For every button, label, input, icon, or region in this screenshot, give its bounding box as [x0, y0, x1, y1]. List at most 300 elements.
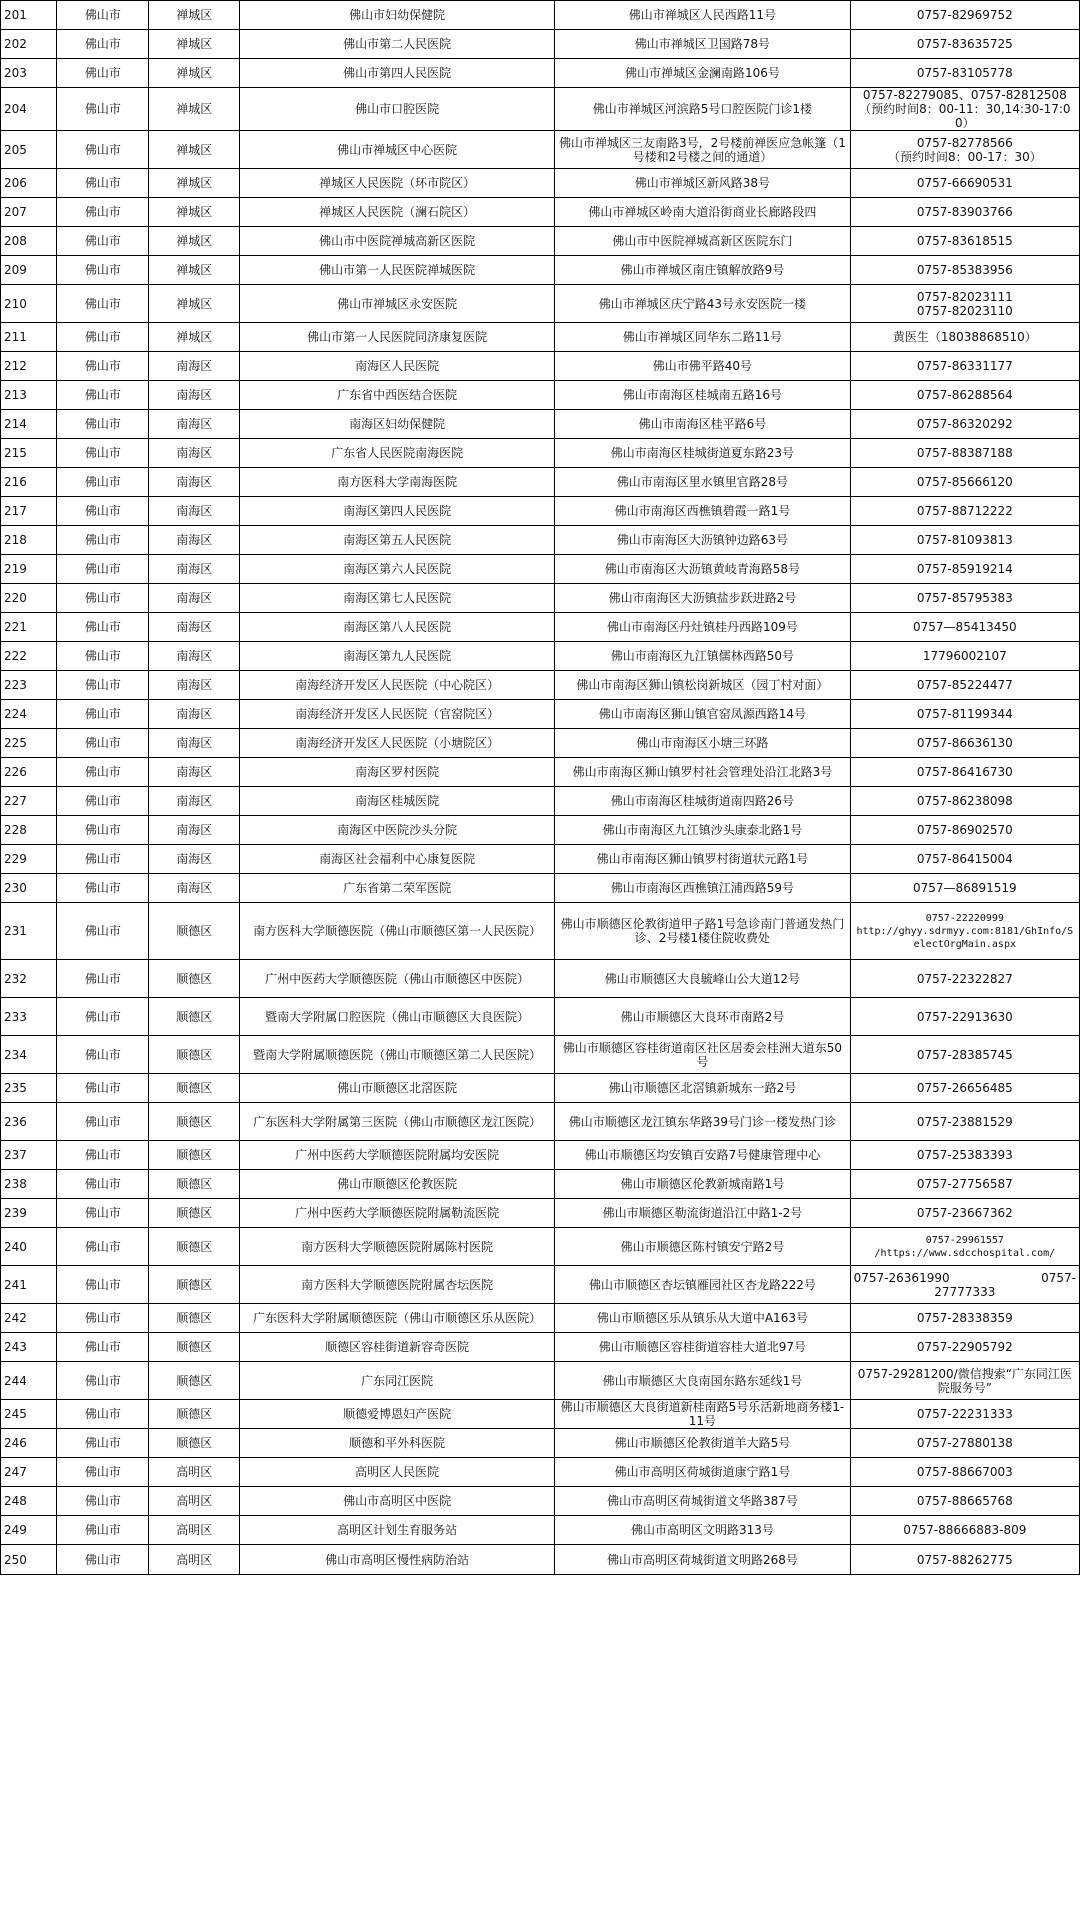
- cell-district: 南海区: [149, 555, 240, 584]
- cell-address: 佛山市禅城区河滨路5号口腔医院门诊1楼: [555, 88, 850, 131]
- cell-address: 佛山市顺德区大良毓峰山公大道12号: [555, 960, 850, 998]
- cell-no: 242: [1, 1304, 57, 1333]
- cell-city: 佛山市: [57, 468, 149, 497]
- cell-no: 210: [1, 285, 57, 323]
- cell-phone: 0757-86288564: [850, 381, 1079, 410]
- cell-name: 南方医科大学南海医院: [240, 468, 555, 497]
- cell-city: 佛山市: [57, 131, 149, 169]
- cell-no: 244: [1, 1362, 57, 1400]
- cell-name: 南海经济开发区人民医院（官窑院区）: [240, 700, 555, 729]
- table-row: [1, 874, 1080, 903]
- cell-name: 高明区人民医院: [240, 1458, 555, 1487]
- cell-city: 佛山市: [57, 758, 149, 787]
- table-row: [1, 352, 1080, 381]
- table-row: [1, 555, 1080, 584]
- cell-name: 禅城区人民医院（澜石院区）: [240, 198, 555, 227]
- cell-district: 顺德区: [149, 1362, 240, 1400]
- cell-district: 禅城区: [149, 227, 240, 256]
- cell-city: 佛山市: [57, 1333, 149, 1362]
- table-row: [1, 1545, 1080, 1575]
- cell-city: 佛山市: [57, 1074, 149, 1103]
- cell-no: 227: [1, 787, 57, 816]
- cell-district: 南海区: [149, 468, 240, 497]
- cell-district: 顺德区: [149, 960, 240, 998]
- cell-name: 南方医科大学顺德医院附属陈村医院: [240, 1228, 555, 1266]
- cell-city: 佛山市: [57, 1458, 149, 1487]
- table-row: [1, 198, 1080, 227]
- cell-city: 佛山市: [57, 1362, 149, 1400]
- cell-name: 佛山市妇幼保健院: [240, 1, 555, 30]
- cell-no: 213: [1, 381, 57, 410]
- cell-name: 南海经济开发区人民医院（小塘院区）: [240, 729, 555, 758]
- cell-no: 217: [1, 497, 57, 526]
- cell-phone: 0757-81199344: [850, 700, 1079, 729]
- cell-name: 暨南大学附属口腔医院（佛山市顺德区大良医院）: [240, 998, 555, 1036]
- cell-address: 佛山市南海区桂城街道夏东路23号: [555, 439, 850, 468]
- cell-district: 南海区: [149, 700, 240, 729]
- cell-no: 215: [1, 439, 57, 468]
- cell-name: 佛山市第一人民医院同济康复医院: [240, 323, 555, 352]
- phone-line: 0757-82778566: [916, 135, 1013, 150]
- cell-name: 佛山市中医院禅城高新区医院: [240, 227, 555, 256]
- cell-phone: 0757-85383956: [850, 256, 1079, 285]
- cell-name: 佛山市高明区慢性病防治站: [240, 1545, 555, 1575]
- table-row: [1, 613, 1080, 642]
- cell-district: 顺德区: [149, 903, 240, 960]
- table-row: [1, 227, 1080, 256]
- cell-phone: 0757—86891519: [850, 874, 1079, 903]
- cell-name: 南海区妇幼保健院: [240, 410, 555, 439]
- cell-city: 佛山市: [57, 1487, 149, 1516]
- cell-no: 243: [1, 1333, 57, 1362]
- cell-district: 南海区: [149, 613, 240, 642]
- cell-city: 佛山市: [57, 874, 149, 903]
- cell-city: 佛山市: [57, 1036, 149, 1074]
- cell-name: 佛山市第四人民医院: [240, 59, 555, 88]
- cell-phone: 0757-88262775: [850, 1545, 1079, 1575]
- cell-phone: 0757-88667003: [850, 1458, 1079, 1487]
- table-row: [1, 30, 1080, 59]
- cell-city: 佛山市: [57, 169, 149, 198]
- cell-district: 禅城区: [149, 285, 240, 323]
- cell-district: 禅城区: [149, 256, 240, 285]
- cell-district: 南海区: [149, 497, 240, 526]
- cell-no: 249: [1, 1516, 57, 1545]
- table-row: [1, 642, 1080, 671]
- table-row: [1, 1266, 1080, 1304]
- cell-district: 南海区: [149, 352, 240, 381]
- cell-district: 顺德区: [149, 1103, 240, 1141]
- cell-no: 222: [1, 642, 57, 671]
- cell-city: 佛山市: [57, 1304, 149, 1333]
- cell-no: 241: [1, 1266, 57, 1304]
- cell-name: 暨南大学附属顺德医院（佛山市顺德区第二人民医院）: [240, 1036, 555, 1074]
- cell-district: 禅城区: [149, 131, 240, 169]
- cell-name: 佛山市禅城区中心医院: [240, 131, 555, 169]
- cell-district: 禅城区: [149, 1, 240, 30]
- cell-no: 201: [1, 1, 57, 30]
- cell-name: 高明区计划生育服务站: [240, 1516, 555, 1545]
- cell-phone: 0757-85919214: [850, 555, 1079, 584]
- cell-district: 顺德区: [149, 1429, 240, 1458]
- cell-no: 224: [1, 700, 57, 729]
- cell-district: 高明区: [149, 1516, 240, 1545]
- cell-no: 239: [1, 1199, 57, 1228]
- cell-address: 佛山市南海区桂城南五路16号: [555, 381, 850, 410]
- table-row: [1, 960, 1080, 998]
- cell-no: 205: [1, 131, 57, 169]
- table-row: [1, 1400, 1080, 1429]
- table-row: [1, 729, 1080, 758]
- cell-city: 佛山市: [57, 59, 149, 88]
- cell-phone: 0757-28338359: [850, 1304, 1079, 1333]
- cell-phone: [850, 131, 1079, 169]
- cell-district: 顺德区: [149, 1333, 240, 1362]
- cell-address: 佛山市顺德区乐从镇乐从大道中A163号: [555, 1304, 850, 1333]
- cell-district: 南海区: [149, 729, 240, 758]
- cell-phone: 0757-86636130: [850, 729, 1079, 758]
- cell-city: 佛山市: [57, 526, 149, 555]
- cell-name: 南海区桂城医院: [240, 787, 555, 816]
- phone-line: 0757-82023111: [916, 289, 1013, 304]
- cell-address: 佛山市中医院禅城高新区医院东门: [555, 227, 850, 256]
- cell-district: 南海区: [149, 642, 240, 671]
- cell-address: 佛山市顺德区陈村镇安宁路2号: [555, 1228, 850, 1266]
- cell-district: 南海区: [149, 816, 240, 845]
- cell-district: 高明区: [149, 1545, 240, 1575]
- cell-address: 佛山市禅城区卫国路78号: [555, 30, 850, 59]
- cell-phone: [850, 285, 1079, 323]
- cell-city: 佛山市: [57, 1429, 149, 1458]
- cell-no: 226: [1, 758, 57, 787]
- cell-no: 248: [1, 1487, 57, 1516]
- cell-phone: 0757—85413450: [850, 613, 1079, 642]
- cell-no: 233: [1, 998, 57, 1036]
- cell-district: 南海区: [149, 526, 240, 555]
- cell-no: 206: [1, 169, 57, 198]
- cell-no: 229: [1, 845, 57, 874]
- cell-phone: 0757-83105778: [850, 59, 1079, 88]
- table-row: [1, 256, 1080, 285]
- cell-city: 佛山市: [57, 497, 149, 526]
- cell-no: 231: [1, 903, 57, 960]
- cell-district: 禅城区: [149, 198, 240, 227]
- cell-city: 佛山市: [57, 227, 149, 256]
- cell-address: 佛山市南海区狮山镇罗村社会管理处沿江北路3号: [555, 758, 850, 787]
- cell-city: 佛山市: [57, 439, 149, 468]
- cell-no: 240: [1, 1228, 57, 1266]
- cell-address: 佛山市南海区大沥镇钟边路63号: [555, 526, 850, 555]
- cell-address: 佛山市禅城区三友南路3号，2号楼前禅医应急帐篷（1号楼和2号楼之间的通道）: [555, 131, 850, 169]
- cell-no: 232: [1, 960, 57, 998]
- cell-phone: 0757-86415004: [850, 845, 1079, 874]
- cell-name: 佛山市禅城区永安医院: [240, 285, 555, 323]
- cell-address: 佛山市顺德区大良南国东路东延线1号: [555, 1362, 850, 1400]
- cell-phone: 0757-86320292: [850, 410, 1079, 439]
- cell-address: 佛山市南海区桂平路6号: [555, 410, 850, 439]
- cell-name: 广东省人民医院南海医院: [240, 439, 555, 468]
- cell-city: 佛山市: [57, 1103, 149, 1141]
- cell-district: 南海区: [149, 787, 240, 816]
- cell-no: 235: [1, 1074, 57, 1103]
- table-row: [1, 381, 1080, 410]
- table-row: [1, 1304, 1080, 1333]
- phone-line: 0757-82023110: [916, 303, 1013, 318]
- cell-address: 佛山市顺德区大良街道新桂南路5号乐活新地商务楼1-11号: [555, 1400, 850, 1429]
- cell-no: 219: [1, 555, 57, 584]
- table-row: [1, 1362, 1080, 1400]
- cell-name: 南海区人民医院: [240, 352, 555, 381]
- cell-phone: 0757-29281200/微信搜索“广东同江医院服务号”: [850, 1362, 1079, 1400]
- cell-city: 佛山市: [57, 1, 149, 30]
- cell-phone: 0757-26656485: [850, 1074, 1079, 1103]
- cell-city: 佛山市: [57, 323, 149, 352]
- cell-no: 218: [1, 526, 57, 555]
- cell-city: 佛山市: [57, 381, 149, 410]
- cell-address: 佛山市南海区西樵镇江浦西路59号: [555, 874, 850, 903]
- phone-part: 0757-: [1041, 1270, 1076, 1285]
- cell-city: 佛山市: [57, 555, 149, 584]
- cell-name: 广东同江医院: [240, 1362, 555, 1400]
- table-row: [1, 1141, 1080, 1170]
- cell-phone: 0757-88712222: [850, 497, 1079, 526]
- table-row: [1, 526, 1080, 555]
- cell-phone: 0757-82279085、0757-82812508（预约时间8：00-11：30,14:30-17:00）: [850, 88, 1079, 131]
- cell-name: 广东医科大学附属顺德医院（佛山市顺德区乐从医院）: [240, 1304, 555, 1333]
- cell-address: 佛山市顺德区勒流街道沿江中路1-2号: [555, 1199, 850, 1228]
- cell-address: 佛山市顺德区伦教街道甲子路1号急诊南门普通发热门诊、2号楼1楼住院收费处: [555, 903, 850, 960]
- table-row: [1, 59, 1080, 88]
- cell-district: 高明区: [149, 1487, 240, 1516]
- cell-phone: 0757-22905792: [850, 1333, 1079, 1362]
- phone-part: 0757-26361990: [853, 1270, 950, 1285]
- cell-name: 南海经济开发区人民医院（中心院区）: [240, 671, 555, 700]
- table-row: [1, 1074, 1080, 1103]
- cell-name: 广州中医药大学顺德医院附属勒流医院: [240, 1199, 555, 1228]
- cell-name: 南海区第八人民医院: [240, 613, 555, 642]
- cell-address: 佛山市禅城区同华东二路11号: [555, 323, 850, 352]
- cell-phone: 0757-86238098: [850, 787, 1079, 816]
- cell-district: 南海区: [149, 584, 240, 613]
- cell-city: 佛山市: [57, 88, 149, 131]
- cell-address: 佛山市南海区九江镇沙头康泰北路1号: [555, 816, 850, 845]
- cell-no: 247: [1, 1458, 57, 1487]
- table-row: [1, 323, 1080, 352]
- cell-name: 佛山市顺德区伦教医院: [240, 1170, 555, 1199]
- cell-address: 佛山市南海区桂城街道南四路26号: [555, 787, 850, 816]
- cell-address: 佛山市顺德区北滘镇新城东一路2号: [555, 1074, 850, 1103]
- cell-phone: 0757-82969752: [850, 1, 1079, 30]
- cell-name: 南海区第七人民医院: [240, 584, 555, 613]
- cell-no: 212: [1, 352, 57, 381]
- cell-name: 广州中医药大学顺德医院（佛山市顺德区中医院）: [240, 960, 555, 998]
- cell-district: 南海区: [149, 874, 240, 903]
- cell-district: 顺德区: [149, 998, 240, 1036]
- cell-name: 佛山市第一人民医院禅城医院: [240, 256, 555, 285]
- cell-city: 佛山市: [57, 729, 149, 758]
- cell-address: 佛山市南海区小塘三环路: [555, 729, 850, 758]
- cell-address: 佛山市禅城区南庄镇解放路9号: [555, 256, 850, 285]
- cell-phone: [850, 1228, 1079, 1266]
- cell-name: 广东医科大学附属第三医院（佛山市顺德区龙江医院）: [240, 1103, 555, 1141]
- cell-no: 225: [1, 729, 57, 758]
- table-row: [1, 410, 1080, 439]
- cell-name: 顺德爱博恩妇产医院: [240, 1400, 555, 1429]
- table-row: [1, 131, 1080, 169]
- cell-district: 顺德区: [149, 1400, 240, 1429]
- cell-phone: 0757-22913630: [850, 998, 1079, 1036]
- table-row: [1, 1333, 1080, 1362]
- cell-phone: 0757-22322827: [850, 960, 1079, 998]
- cell-phone: 0757-23667362: [850, 1199, 1079, 1228]
- table-row: [1, 845, 1080, 874]
- table-row: [1, 1170, 1080, 1199]
- phone-line: （预约时间8：00-17：30）: [887, 149, 1042, 164]
- cell-address: 佛山市高明区荷城街道文华路387号: [555, 1487, 850, 1516]
- cell-no: 234: [1, 1036, 57, 1074]
- cell-name: 南海区第九人民医院: [240, 642, 555, 671]
- cell-phone: 17796002107: [850, 642, 1079, 671]
- cell-city: 佛山市: [57, 1228, 149, 1266]
- table-row: [1, 1199, 1080, 1228]
- cell-address: 佛山市顺德区伦教街道羊大路5号: [555, 1429, 850, 1458]
- cell-phone: 0757-66690531: [850, 169, 1079, 198]
- table-row: [1, 468, 1080, 497]
- cell-address: 佛山市禅城区新风路38号: [555, 169, 850, 198]
- cell-city: 佛山市: [57, 642, 149, 671]
- cell-phone: 0757-27756587: [850, 1170, 1079, 1199]
- cell-name: 广州中医药大学顺德医院附属均安医院: [240, 1141, 555, 1170]
- cell-city: 佛山市: [57, 998, 149, 1036]
- cell-address: 佛山市禅城区岭南大道沿街商业长廊路段四: [555, 198, 850, 227]
- cell-phone: 0757-86416730: [850, 758, 1079, 787]
- cell-phone: [850, 1266, 1079, 1304]
- cell-district: 顺德区: [149, 1141, 240, 1170]
- table-row: [1, 758, 1080, 787]
- cell-no: 202: [1, 30, 57, 59]
- cell-district: 禅城区: [149, 169, 240, 198]
- cell-address: 佛山市禅城区庆宁路43号永安医院一楼: [555, 285, 850, 323]
- cell-phone: 0757-85224477: [850, 671, 1079, 700]
- cell-city: 佛山市: [57, 352, 149, 381]
- cell-phone: 0757-22231333: [850, 1400, 1079, 1429]
- cell-name: 禅城区人民医院（环市院区）: [240, 169, 555, 198]
- cell-address: 佛山市禅城区人民西路11号: [555, 1, 850, 30]
- cell-address: 佛山市顺德区容桂街道南区社区居委会桂洲大道东50号: [555, 1036, 850, 1074]
- cell-name: 南海区第五人民医院: [240, 526, 555, 555]
- cell-address: 佛山市南海区大沥镇盐步跃进路2号: [555, 584, 850, 613]
- cell-no: 221: [1, 613, 57, 642]
- cell-address: 佛山市高明区荷城街道康宁路1号: [555, 1458, 850, 1487]
- cell-no: 214: [1, 410, 57, 439]
- cell-no: 211: [1, 323, 57, 352]
- table-row: [1, 439, 1080, 468]
- phone-line: /https://www.sdcchospital.com/: [874, 1247, 1056, 1259]
- table-row: [1, 1429, 1080, 1458]
- cell-no: 238: [1, 1170, 57, 1199]
- cell-no: 230: [1, 874, 57, 903]
- cell-phone: 0757-83903766: [850, 198, 1079, 227]
- cell-name: 佛山市口腔医院: [240, 88, 555, 131]
- cell-address: 佛山市南海区里水镇里官路28号: [555, 468, 850, 497]
- cell-name: 南方医科大学顺德医院附属杏坛医院: [240, 1266, 555, 1304]
- cell-address: 佛山市佛平路40号: [555, 352, 850, 381]
- table-row: [1, 88, 1080, 131]
- cell-address: 佛山市南海区西樵镇碧霞一路1号: [555, 497, 850, 526]
- cell-city: 佛山市: [57, 1141, 149, 1170]
- cell-name: 南海区罗村医院: [240, 758, 555, 787]
- cell-district: 顺德区: [149, 1074, 240, 1103]
- cell-city: 佛山市: [57, 285, 149, 323]
- cell-phone: 0757-25383393: [850, 1141, 1079, 1170]
- cell-phone: 0757-81093813: [850, 526, 1079, 555]
- cell-district: 南海区: [149, 758, 240, 787]
- cell-address: 佛山市顺德区伦教新城南路1号: [555, 1170, 850, 1199]
- cell-city: 佛山市: [57, 1170, 149, 1199]
- cell-city: 佛山市: [57, 30, 149, 59]
- cell-district: 禅城区: [149, 323, 240, 352]
- cell-city: 佛山市: [57, 1266, 149, 1304]
- cell-no: 245: [1, 1400, 57, 1429]
- table-row: [1, 1458, 1080, 1487]
- cell-no: 223: [1, 671, 57, 700]
- cell-phone: 0757-85666120: [850, 468, 1079, 497]
- cell-name: 佛山市顺德区北滘医院: [240, 1074, 555, 1103]
- cell-city: 佛山市: [57, 198, 149, 227]
- cell-city: 佛山市: [57, 613, 149, 642]
- cell-phone: 0757-83618515: [850, 227, 1079, 256]
- table-row: [1, 998, 1080, 1036]
- phone-line: http://ghyy.sdrmyy.com:8181/GhInfo/SelectOrgMain.aspx: [856, 925, 1074, 950]
- cell-city: 佛山市: [57, 960, 149, 998]
- cell-address: 佛山市南海区狮山镇罗村街道状元路1号: [555, 845, 850, 874]
- cell-district: 高明区: [149, 1458, 240, 1487]
- cell-name: 南海区社会福利中心康复医院: [240, 845, 555, 874]
- cell-address: 佛山市高明区荷城街道文明路268号: [555, 1545, 850, 1575]
- cell-name: 南海区第六人民医院: [240, 555, 555, 584]
- cell-no: 209: [1, 256, 57, 285]
- cell-address: 佛山市南海区狮山镇松岗新城区（园丁村对面）: [555, 671, 850, 700]
- cell-name: 佛山市第二人民医院: [240, 30, 555, 59]
- cell-district: 顺德区: [149, 1199, 240, 1228]
- table-row: [1, 816, 1080, 845]
- cell-address: 佛山市禅城区金澜南路106号: [555, 59, 850, 88]
- cell-district: 禅城区: [149, 88, 240, 131]
- cell-district: 南海区: [149, 439, 240, 468]
- table-row: [1, 671, 1080, 700]
- cell-no: 203: [1, 59, 57, 88]
- cell-phone: 0757-88665768: [850, 1487, 1079, 1516]
- cell-address: 佛山市南海区九江镇儒林西路50号: [555, 642, 850, 671]
- cell-address: 佛山市顺德区大良环市南路2号: [555, 998, 850, 1036]
- table-row: [1, 497, 1080, 526]
- cell-phone: 黄医生（18038868510）: [850, 323, 1079, 352]
- table-row: [1, 787, 1080, 816]
- cell-address: 佛山市顺德区杏坛镇雁园社区杏龙路222号: [555, 1266, 850, 1304]
- cell-phone: 0757-85795383: [850, 584, 1079, 613]
- phone-tail: 27777333: [934, 1284, 996, 1299]
- table-body: [1, 1, 1080, 1575]
- cell-city: 佛山市: [57, 584, 149, 613]
- cell-city: 佛山市: [57, 700, 149, 729]
- cell-no: 216: [1, 468, 57, 497]
- cell-phone: [850, 903, 1079, 960]
- cell-no: 207: [1, 198, 57, 227]
- cell-name: 广东省第二荣军医院: [240, 874, 555, 903]
- cell-district: 南海区: [149, 410, 240, 439]
- cell-name: 顺德区容桂街道新容奇医院: [240, 1333, 555, 1362]
- table-row: [1, 903, 1080, 960]
